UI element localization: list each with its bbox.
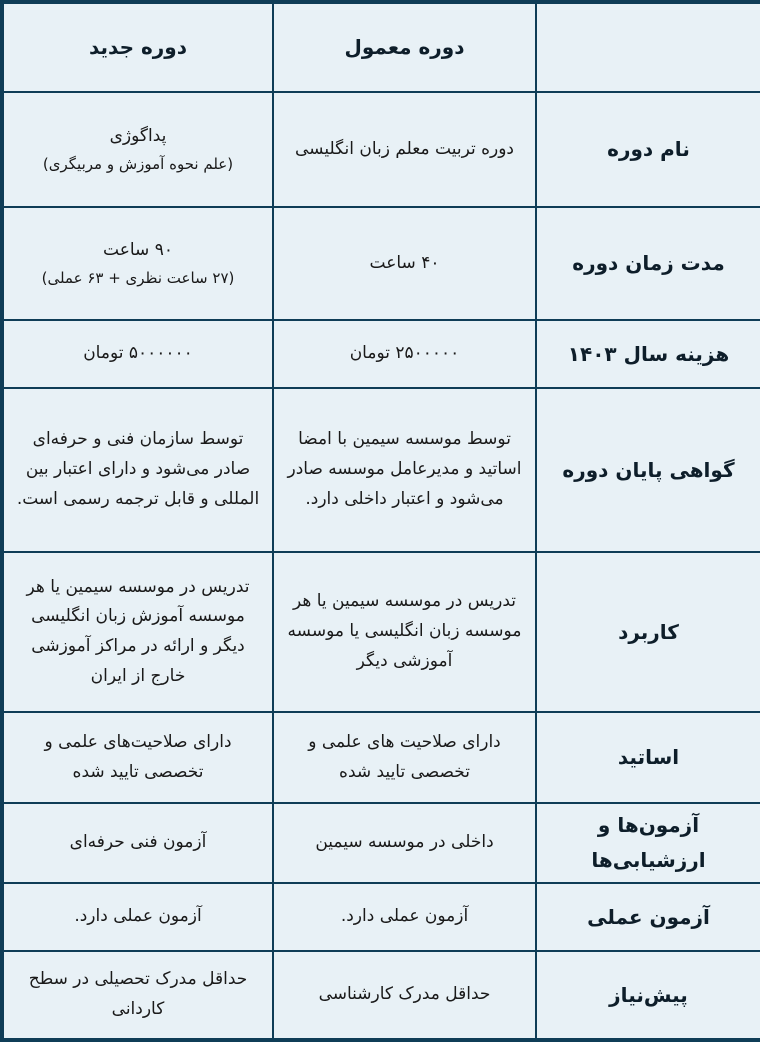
row-label: مدت زمان دوره [536, 207, 760, 320]
new-cell-sub: (علم نحوه آموزش و مربیگری) [42, 155, 234, 174]
row-label: گواهی پایان دوره [536, 388, 760, 552]
table-row [2, 207, 760, 320]
new-cell: آزمون عملی دارد. [2, 883, 273, 951]
new-cell [2, 92, 273, 207]
header-row [2, 2, 760, 92]
table-row [2, 883, 760, 951]
new-cell: ۵۰۰۰۰۰۰ تومان [2, 320, 273, 388]
table-row [2, 92, 760, 207]
regular-cell: ۲۵۰۰۰۰۰ تومان [273, 320, 536, 388]
row-label: کاربرد [536, 552, 760, 712]
new-cell [2, 207, 273, 320]
row-label: آزمون‌ها و ارزشیابی‌ها [536, 803, 760, 883]
regular-cell: تدریس در موسسه سیمین یا هر موسسه زبان انگلیسی یا موسسه آموزشی دیگر [273, 552, 536, 712]
regular-cell: آزمون عملی دارد. [273, 883, 536, 951]
row-label: اساتید [536, 712, 760, 803]
new-cell: آزمون فنی حرفه‌ای [2, 803, 273, 883]
row-label: پیش‌نیاز [536, 951, 760, 1040]
table-row [2, 712, 760, 803]
regular-cell: دارای صلاحیت های علمی و تخصصی تایید شده [273, 712, 536, 803]
regular-cell: دوره تربیت معلم زبان انگلیسی [273, 92, 536, 207]
table-row [2, 803, 760, 883]
regular-cell: توسط موسسه سیمین با امضا اساتید و مدیرعامل موسسه صادر می‌شود و اعتبار داخلی دارد. [273, 388, 536, 552]
row-label: آزمون عملی [536, 883, 760, 951]
header-new-course: دوره جدید [2, 2, 273, 92]
new-cell-sub: (۲۷ ساعت نظری + ۶۳ عملی) [41, 269, 235, 288]
table-row [2, 320, 760, 388]
header-regular-course: دوره معمول [273, 2, 536, 92]
table-row [2, 388, 760, 552]
new-cell-main: پداگوژی [109, 125, 167, 146]
table-row [2, 951, 760, 1040]
row-label: هزینه سال ۱۴۰۳ [536, 320, 760, 388]
new-cell: حداقل مدرک تحصیلی در سطح کاردانی [2, 951, 273, 1040]
header-label-cell [536, 2, 760, 92]
regular-cell: داخلی در موسسه سیمین [273, 803, 536, 883]
regular-cell: حداقل مدرک کارشناسی [273, 951, 536, 1040]
row-label: نام دوره [536, 92, 760, 207]
regular-cell: ۴۰ ساعت [273, 207, 536, 320]
new-cell: دارای صلاحیت‌های علمی و تخصصی تایید شده [2, 712, 273, 803]
new-cell: توسط سازمان فنی و حرفه‌ای صادر می‌شود و دارای اعتبار بین المللی و قابل ترجمه رسمی است. [2, 388, 273, 552]
new-cell-main: ۹۰ ساعت [103, 239, 173, 260]
new-cell: تدریس در موسسه سیمین یا هر موسسه آموزش زبان انگلیسی دیگر و ارائه در مراکز آموزشی خارج از ایران [2, 552, 273, 712]
table-row [2, 552, 760, 712]
